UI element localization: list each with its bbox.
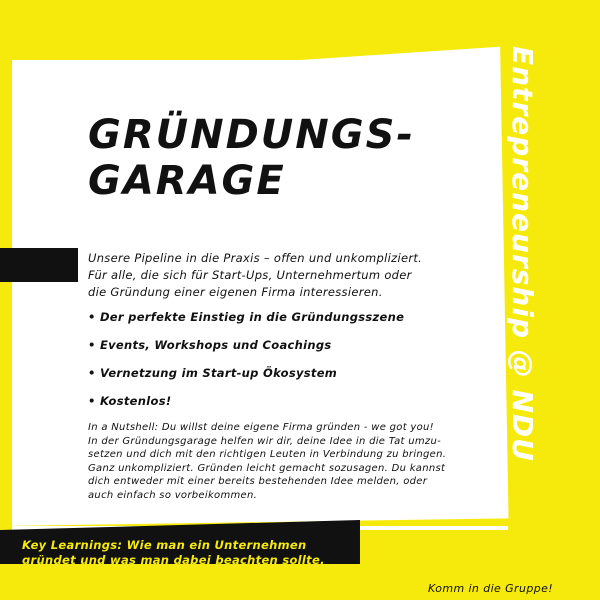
feature-item: • Kostenlos! [88, 394, 172, 408]
nutshell-line-5: dich entweder mit einer bereits bestehenden Idee melden, oder [88, 476, 428, 487]
black-accent-bar [0, 248, 78, 282]
intro-line-1: Unsere Pipeline in die Praxis – offen und unkompliziert. [88, 251, 423, 265]
nutshell-line-3: setzen und dich mit den richtigen Leuten in Verbindung zu bringen. [88, 449, 447, 460]
banner-line-1: Key Learnings: Wie man ein Unternehmen [22, 538, 307, 552]
intro-line-3: die Gründung einer eigenen Firma interessieren. [88, 285, 383, 299]
nutshell-paragraph [88, 421, 468, 502]
join-group-text: Komm in die Gruppe! [428, 582, 554, 595]
key-learnings-text [22, 538, 352, 568]
yellow-background-left [0, 0, 12, 600]
feature-item: • Events, Workshops und Coachings [88, 338, 332, 352]
nutshell-line-2: In der Gründungsgarage helfen wir dir, deine Idee in die Tat umzu- [88, 435, 441, 447]
side-heading-text: Entrepreneurship @ NDU [506, 46, 539, 462]
nutshell-line-4: Ganz unkompliziert. Gründen leicht gemacht sozusagen. Du kannst [88, 462, 446, 474]
title-line-2: GARAGE [88, 158, 286, 204]
intro-paragraph [88, 250, 468, 301]
nutshell-line-1: In a Nutshell: Du willst deine eigene Firma gründen - we got you! [88, 422, 434, 433]
feature-item: • Vernetzung im Start-up Ökosystem [88, 366, 338, 380]
title-line-1: GRÜNDUNGS- [88, 112, 415, 158]
feature-item: • Der perfekte Einstieg in die Gründungsszene [88, 310, 405, 324]
nutshell-line-6: auch einfach so vorbeikommen. [88, 489, 258, 501]
feature-list [88, 310, 404, 422]
side-heading [492, 46, 552, 466]
page-title [88, 112, 415, 204]
intro-line-2: Für alle, die sich für Start-Ups, Unternehmertum oder [88, 268, 412, 282]
banner-line-2: gründet und was man dabei beachten sollte. [22, 553, 325, 567]
